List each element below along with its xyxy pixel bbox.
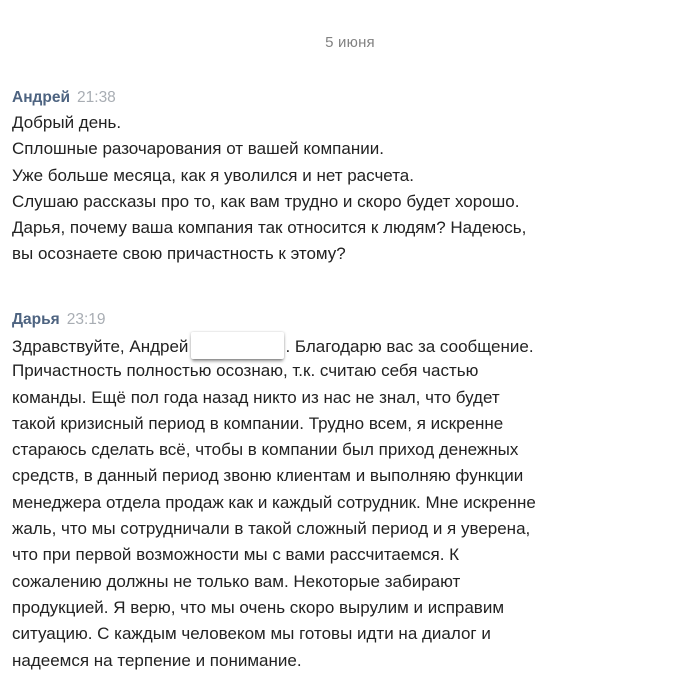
- message-line: Слушаю рассказы про то, как вам трудно и скоро будет хорошо.: [12, 191, 520, 211]
- message-line: продукцией. Я верю, что мы очень скоро вырулим и исправим: [12, 597, 505, 617]
- message-text: [12, 332, 692, 674]
- message-timestamp[interactable]: 23:19: [66, 311, 106, 328]
- author-name[interactable]: Дарья: [12, 311, 60, 328]
- message-line: вы осознаете свою причастность к этому?: [12, 244, 346, 264]
- message-line: что при первой возможности мы с вами рассчитаемся. К: [12, 545, 460, 565]
- message-header: [12, 308, 692, 332]
- message-line: жаль, что мы сотрудничали в такой сложный период и я уверена,: [12, 519, 531, 539]
- message-line: такой кризисный период в компании. Трудно всем, я искренне: [12, 413, 504, 433]
- message-line: Дарья, почему ваша компания так относится к людям? Надеюсь,: [12, 218, 527, 238]
- message-line: средств, в данный период звоню клиентам и выполняю функции: [12, 466, 524, 486]
- message-line: ситуацию. С каждым человеком мы готовы идти на диалог и: [12, 624, 491, 644]
- message-line: менеджера отдела продаж как и каждый сотрудник. Мне искренне: [12, 492, 536, 512]
- message-text: [12, 110, 692, 268]
- message-line: надеемся на терпение и понимание.: [12, 650, 302, 670]
- message-line-with-redaction: [12, 332, 692, 358]
- author-name[interactable]: Андрей: [12, 89, 71, 106]
- message-line: команды. Ещё пол года назад никто из нас не знал, что будет: [12, 387, 500, 407]
- message-andrey: [12, 86, 692, 268]
- date-separator: 5 июня: [325, 34, 375, 51]
- message-line: Сплошные разочарования от вашей компании.: [12, 139, 384, 159]
- message-line: сожалению должны не только вам. Некоторые забирают: [12, 571, 461, 591]
- message-line: Уже больше месяца, как я уволился и нет расчета.: [12, 165, 414, 185]
- greeting-text: Здравствуйте, Андрей: [12, 337, 189, 356]
- message-timestamp[interactable]: 21:38: [77, 89, 116, 106]
- message-darya: [12, 308, 692, 674]
- message-line: Добрый день.: [12, 113, 122, 132]
- message-line: Причастность полностью осознаю, т.к. считаю себя частью: [12, 361, 479, 381]
- message-header: [12, 86, 692, 110]
- message-line: стараюсь сделать всё, чтобы в компании был приход денежных: [12, 440, 519, 460]
- redaction-box: [191, 332, 284, 359]
- thanks-text: . Благодарю вас за сообщение.: [285, 337, 534, 356]
